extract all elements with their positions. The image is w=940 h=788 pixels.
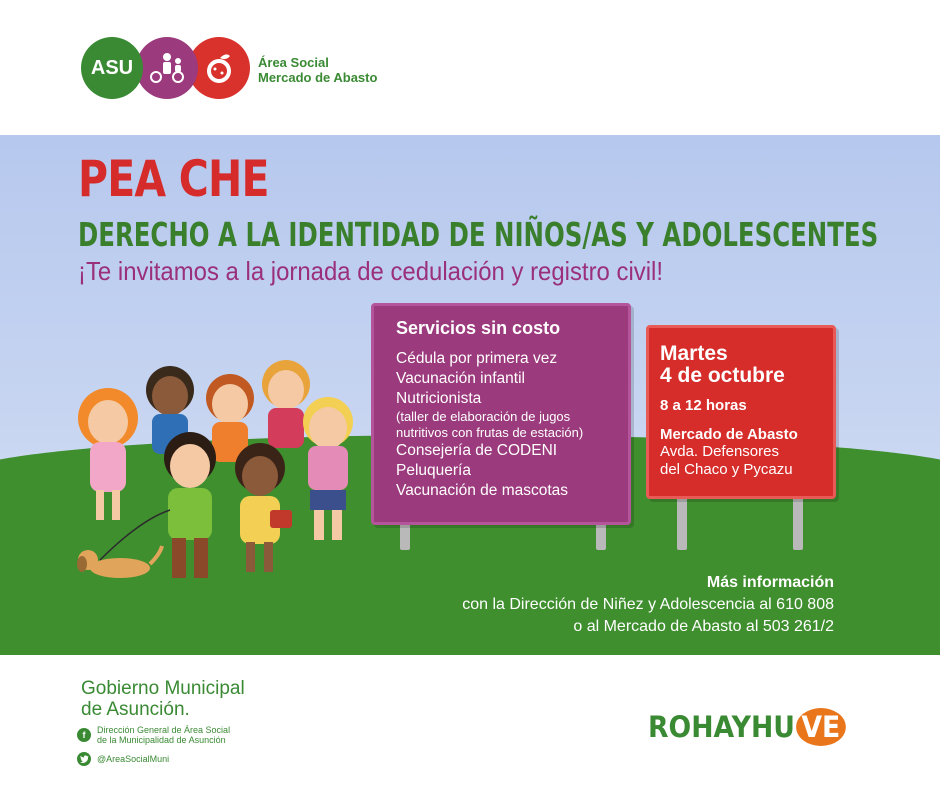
event-date: 4 de octubre [660, 364, 785, 387]
area-social-line2: Mercado de Abasto [258, 70, 378, 85]
service-item: Cédula por primera vez [396, 350, 558, 367]
area-social-line1: Área Social [258, 55, 329, 70]
area-social-label [258, 55, 377, 85]
service-note: nutritivos con frutas de estación) [396, 425, 584, 440]
child-figure [303, 397, 353, 540]
services-heading: Servicios sin costo [396, 318, 561, 338]
sign-post [793, 495, 803, 550]
service-item: Nutricionista [396, 390, 482, 407]
event-hours: 8 a 12 horas [660, 397, 747, 414]
child-figure [78, 388, 138, 520]
government-label [81, 678, 245, 720]
child-figure [164, 432, 216, 578]
child-figure [235, 443, 292, 572]
government-line2: de Asunción. [81, 699, 190, 720]
service-item: Peluquería [396, 462, 471, 479]
event-title: PEA CHE [78, 150, 269, 208]
dog-figure [77, 510, 170, 578]
facebook-link[interactable] [77, 725, 230, 745]
government-line1: Gobierno Municipal [81, 678, 245, 699]
more-info-heading: Más información [706, 574, 834, 591]
more-info-line: con la Dirección de Niñez y Adolescencia al 610 808 [462, 596, 834, 613]
event-subtitle: DERECHO A LA IDENTIDAD DE NIÑOS/AS Y ADOLESCENTES [78, 215, 879, 254]
event-date-board [646, 325, 836, 499]
more-info [462, 572, 834, 638]
event-place: Mercado de Abasto [660, 426, 798, 443]
children-illustration [60, 350, 370, 590]
twitter-handle: @AreaSocialMuni [97, 754, 170, 764]
event-invitation: ¡Te invitamos a la jornada de cedulación y registro civil! [78, 256, 663, 286]
twitter-link[interactable] [77, 752, 169, 766]
more-info-line: o al Mercado de Abasto al 503 261/2 [573, 618, 834, 635]
event-address: del Chaco y Pycazu [660, 461, 793, 478]
brand-accent: VE [796, 708, 846, 746]
event-day: Martes [660, 342, 728, 365]
header [0, 0, 940, 135]
sign-post [677, 495, 687, 550]
service-item: Consejería de CODENI [396, 442, 558, 459]
facebook-line2: de la Municipalidad de Asunción [97, 735, 226, 745]
facebook-icon: f [77, 728, 91, 742]
asu-logo [81, 37, 143, 99]
child-figure [262, 360, 310, 448]
facebook-line1: Dirección General de Área Social [97, 725, 231, 735]
people-icon [136, 37, 198, 99]
brand-main: ROHAYHU [648, 710, 795, 744]
rohayhuve-logo [648, 708, 846, 746]
service-note: (taller de elaboración de jugos [396, 409, 571, 424]
service-item: Vacunación infantil [396, 370, 525, 387]
service-item: Vacunación de mascotas [396, 482, 569, 499]
asu-logo-text: ASU [90, 56, 134, 79]
event-address: Avda. Defensores [660, 443, 779, 460]
twitter-icon [77, 752, 91, 766]
services-board [371, 303, 631, 525]
